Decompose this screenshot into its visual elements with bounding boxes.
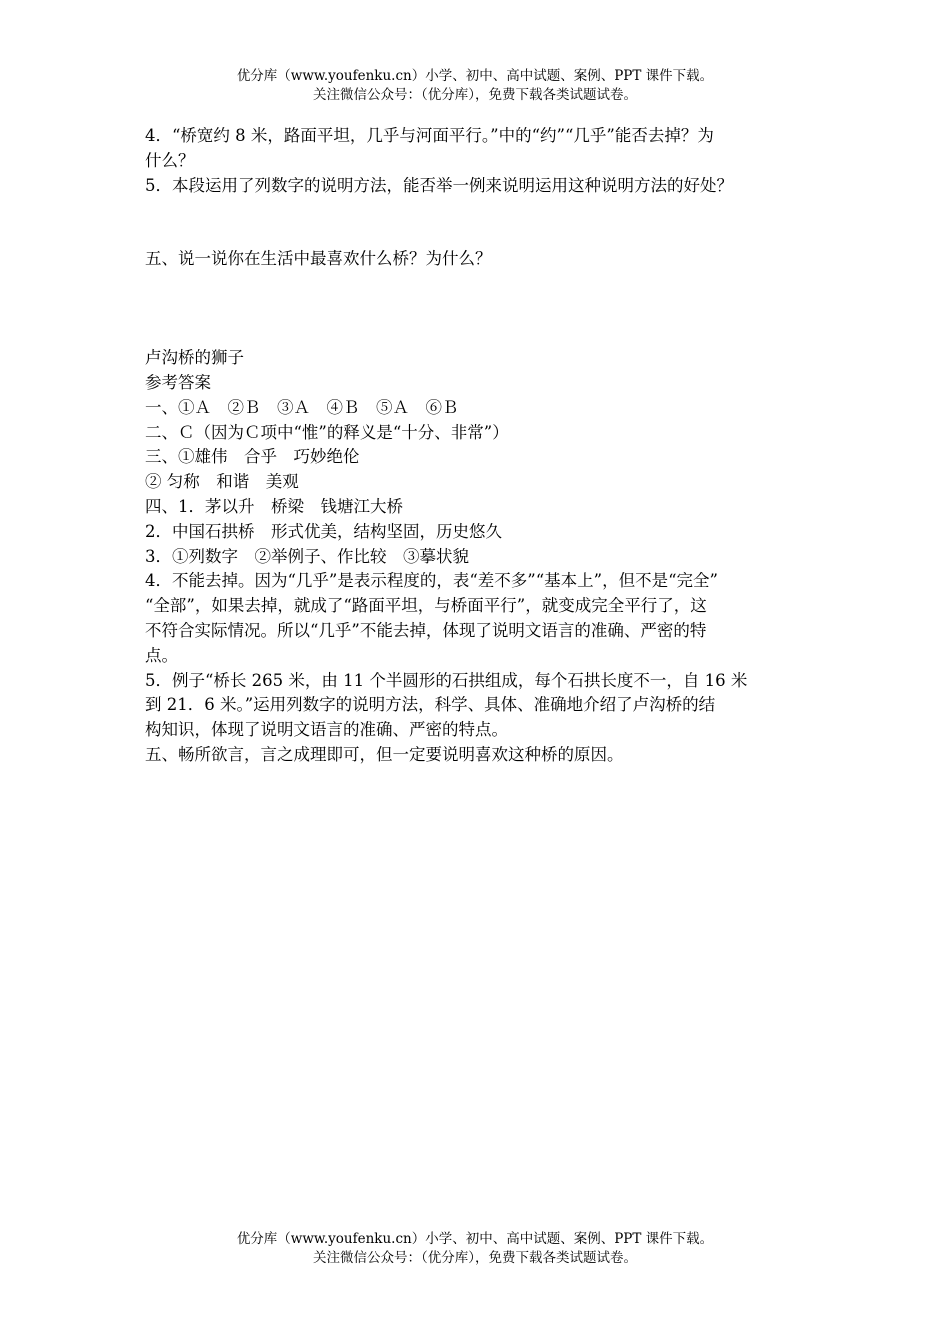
answer-3-line-2: ② 匀称 和谐 美观	[145, 472, 299, 492]
answer-4-1: 四、1．茅以升 桥梁 钱塘江大桥	[145, 496, 403, 516]
spacer	[145, 272, 825, 346]
answer-5: 五、畅所欲言，言之成理即可，但一定要说明喜欢这种桥的原因。	[145, 744, 624, 764]
footer-line-2: 关注微信公众号：（优分库），免费下载各类试题试卷。	[313, 1250, 637, 1266]
answer-4-5-line-2: 到 21．6 米。”运用列数字的说明方法，科学、具体、准确地介绍了卢沟桥的结	[145, 695, 716, 715]
footer-line-1: 优分库（www.youfenku.cn）小学、初中、高中试题、案例、PPT 课件下载。	[236, 1231, 714, 1247]
header-line-2: 关注微信公众号：（优分库），免费下载各类试题试卷。	[313, 87, 637, 103]
answers-subtitle: 参考答案	[145, 372, 211, 392]
answer-4-4-line-2: “全部”，如果去掉，就成了“路面平坦，与桥面平行”，就变成完全平行了，这	[145, 596, 707, 616]
answer-4-5-line-3: 构知识，体现了说明文语言的准确、严密的特点。	[145, 720, 508, 740]
answer-4-5-line-1: 5．例子“桥长 265 米，由 11 个半圆形的石拱组成，每个石拱长度不一，自 16 米	[145, 670, 748, 690]
page-footer	[0, 1230, 950, 1268]
page-header	[0, 67, 950, 105]
question-five: 五、说一说你在生活中最喜欢什么桥？为什么？	[145, 249, 492, 269]
answer-4-4-line-1: 4．不能去掉。因为“几乎”是表示程度的，表“差不多”“基本上”，但不是“完全”	[145, 571, 718, 591]
answer-4-4-line-3: 不符合实际情况。所以“几乎”不能去掉，体现了说明文语言的准确、严密的特	[145, 620, 707, 640]
document-body	[145, 124, 825, 768]
answer-2: 二、Ｃ（因为Ｃ项中“惟”的释义是“十分、非常”）	[145, 422, 509, 442]
question-5: 5．本段运用了列数字的说明方法，能否举一例来说明运用这种说明方法的好处？	[145, 175, 733, 195]
answer-1: 一、①Ａ ②Ｂ ③Ａ ④Ｂ ⑤Ａ ⑥Ｂ	[145, 397, 459, 417]
answer-3-line-1: 三、①雄伟 合乎 巧妙绝伦	[145, 447, 360, 467]
spacer	[145, 198, 825, 247]
answers-title: 卢沟桥的狮子	[145, 348, 244, 368]
question-4-line-1: 4．“桥宽约 8 米，路面平坦，几乎与河面平行。”中的“约”“几乎”能否去掉？为	[145, 126, 714, 145]
header-line-1: 优分库（www.youfenku.cn）小学、初中、高中试题、案例、PPT 课件下载。	[236, 68, 714, 84]
answer-4-4-line-4: 点。	[145, 645, 178, 665]
question-4-line-2: 什么？	[145, 150, 195, 170]
answer-4-3: 3．①列数字 ②举例子、作比较 ③摹状貌	[145, 546, 469, 566]
answer-4-2: 2．中国石拱桥 形式优美，结构坚固，历史悠久	[145, 521, 502, 541]
